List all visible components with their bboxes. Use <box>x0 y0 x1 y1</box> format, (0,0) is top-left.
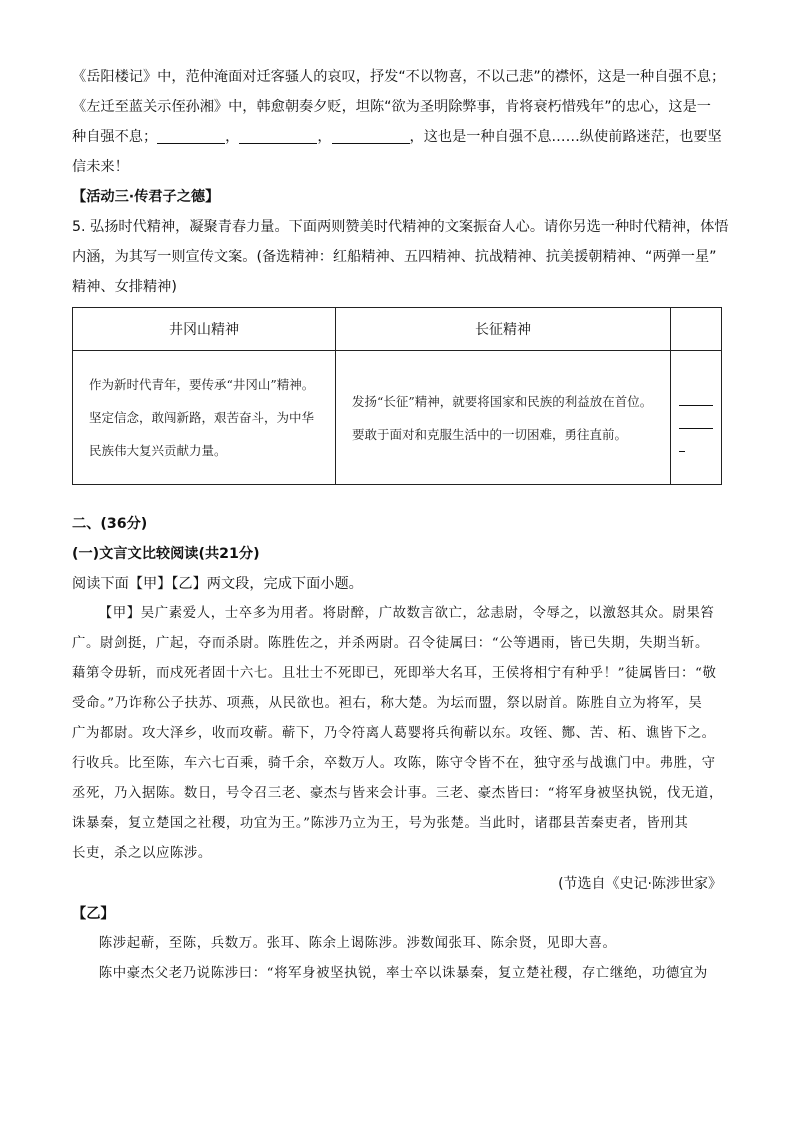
answer-line-2[interactable] <box>679 406 713 429</box>
intro-line-4: 信未来！ <box>72 159 129 175</box>
part-two-heading: 二、(36分) <box>72 516 148 532</box>
fill-blank-1[interactable] <box>157 127 225 144</box>
intro-line-3 <box>72 122 722 152</box>
reading-instruction: 阅读下面【甲】【乙】两文段，完成下面小题。 <box>72 576 363 592</box>
jia-line-1: 【甲】吴广素爱人，士卒多为用者。将尉醉，广故数言欲亡，忿恚尉，令辱之，以激怒其众。尉果笞 <box>98 606 715 621</box>
table-cell-jinggangshan <box>73 351 336 485</box>
activity-heading: 【活动三·传君子之德】 <box>72 189 220 205</box>
answer-cell[interactable] <box>671 351 722 485</box>
changzheng-copy: 发扬“长征”精神，就要将国家和民族的利益放在首位。要敢于面对和克服生活中的一切困难，勇往直前。 <box>352 393 653 442</box>
question-5-line-2: 内涵，为其写一则宣传文案。(备选精神：红船精神、五四精神、抗战精神、抗美援朝精神、“两弹一星” <box>72 249 717 265</box>
table-head-answer[interactable] <box>671 308 722 351</box>
blank-separator-2: ， <box>317 129 332 145</box>
question-5-line-3: 精神、女排精神) <box>72 279 177 295</box>
table-cell-changzheng <box>336 351 671 485</box>
jia-line-5: 广为都尉。攻大泽乡，收而攻蕲。蕲下，乃令符离人葛婴将兵徇蕲以东。攻铚、酂、苦、柘、谯皆下之。 <box>72 726 716 741</box>
jia-line-4: 受命。”乃诈称公子扶苏、项燕，从民欲也。袒右，称大楚。为坛而盟，祭以尉首。陈胜自立为将军，吴 <box>72 696 703 711</box>
intro-line-3-end: ，这也是一种自强不息……纵使前路迷茫，也要坚 <box>409 129 722 145</box>
intro-line-2: 《左迁至蓝关示侄孙湘》中，韩愈朝奏夕贬，坦陈“欲为圣明除弊事，肯将衰朽惜残年”的忠心，这是一 <box>72 99 711 115</box>
section-one-heading: (一)文言文比较阅读(共21分) <box>72 546 260 562</box>
answer-line-1[interactable] <box>679 383 713 406</box>
table-head-changzheng: 长征精神 <box>336 308 671 351</box>
jinggangshan-copy: 作为新时代青年，要传承“井冈山”精神。坚定信念，敢闯新路，艰苦奋斗，为中华民族伟大复兴贡献力量。 <box>89 377 315 458</box>
spirit-table <box>72 307 722 485</box>
yi-line-1: 陈涉起蕲，至陈，兵数万。张耳、陈余上谒陈涉。涉数闻张耳、陈余贤，见即大喜。 <box>98 936 617 951</box>
fill-blank-2[interactable] <box>239 127 317 144</box>
jia-line-2: 广。尉剑挺，广起，夺而杀尉。陈胜佐之，并杀两尉。召令徒属曰：“公等遇雨，皆已失期，失期当斩。 <box>72 636 710 651</box>
table-head-jinggangshan: 井冈山精神 <box>73 308 336 351</box>
jia-line-8: 诛暴秦，复立楚国之社稷，功宜为王。”陈涉乃立为王，号为张楚。当此时，诸郡县苦秦吏者，皆刑其 <box>72 816 689 831</box>
jia-line-9: 长吏，杀之以应陈涉。 <box>72 846 212 861</box>
fill-blank-3[interactable] <box>332 127 410 144</box>
document-page <box>72 62 729 989</box>
yi-line-2: 陈中豪杰父老乃说陈涉曰：“将军身被坚执锐，率士卒以诛暴秦，复立楚社稷，存亡继绝，功德宜为 <box>98 966 708 981</box>
yi-heading: 【乙】 <box>72 906 115 922</box>
jia-source: (节选自《史记·陈涉世家》 <box>558 876 722 892</box>
intro-line-1: 《岳阳楼记》中，范仲淹面对迁客骚人的哀叹，抒发“不以物喜，不以己悲”的襟怀，这是一种自强不息； <box>72 69 726 85</box>
question-5-line-1: 5. 弘扬时代精神，凝聚青春力量。下面两则赞美时代精神的文案振奋人心。请你另选一种时代精神，体悟 <box>72 219 729 235</box>
intro-line-3-start: 种自强不息； <box>72 129 158 145</box>
jia-line-7: 丞死，乃入据陈。数日，号令召三老、豪杰与皆来会计事。三老、豪杰皆曰：“将军身被坚执锐，伐无道， <box>72 786 724 801</box>
answer-line-3[interactable] <box>679 429 685 452</box>
blank-separator-1: ， <box>225 129 240 145</box>
jia-line-3: 藉第令毋斩，而戍死者固十六七。且壮士不死即已，死即举大名耳，王侯将相宁有种乎！”徒属皆曰：“敬 <box>72 666 717 681</box>
jia-line-6: 行收兵。比至陈，车六七百乘，骑千余，卒数万人。攻陈，陈守令皆不在，独守丞与战谯门中。弗胜，守 <box>72 756 716 771</box>
